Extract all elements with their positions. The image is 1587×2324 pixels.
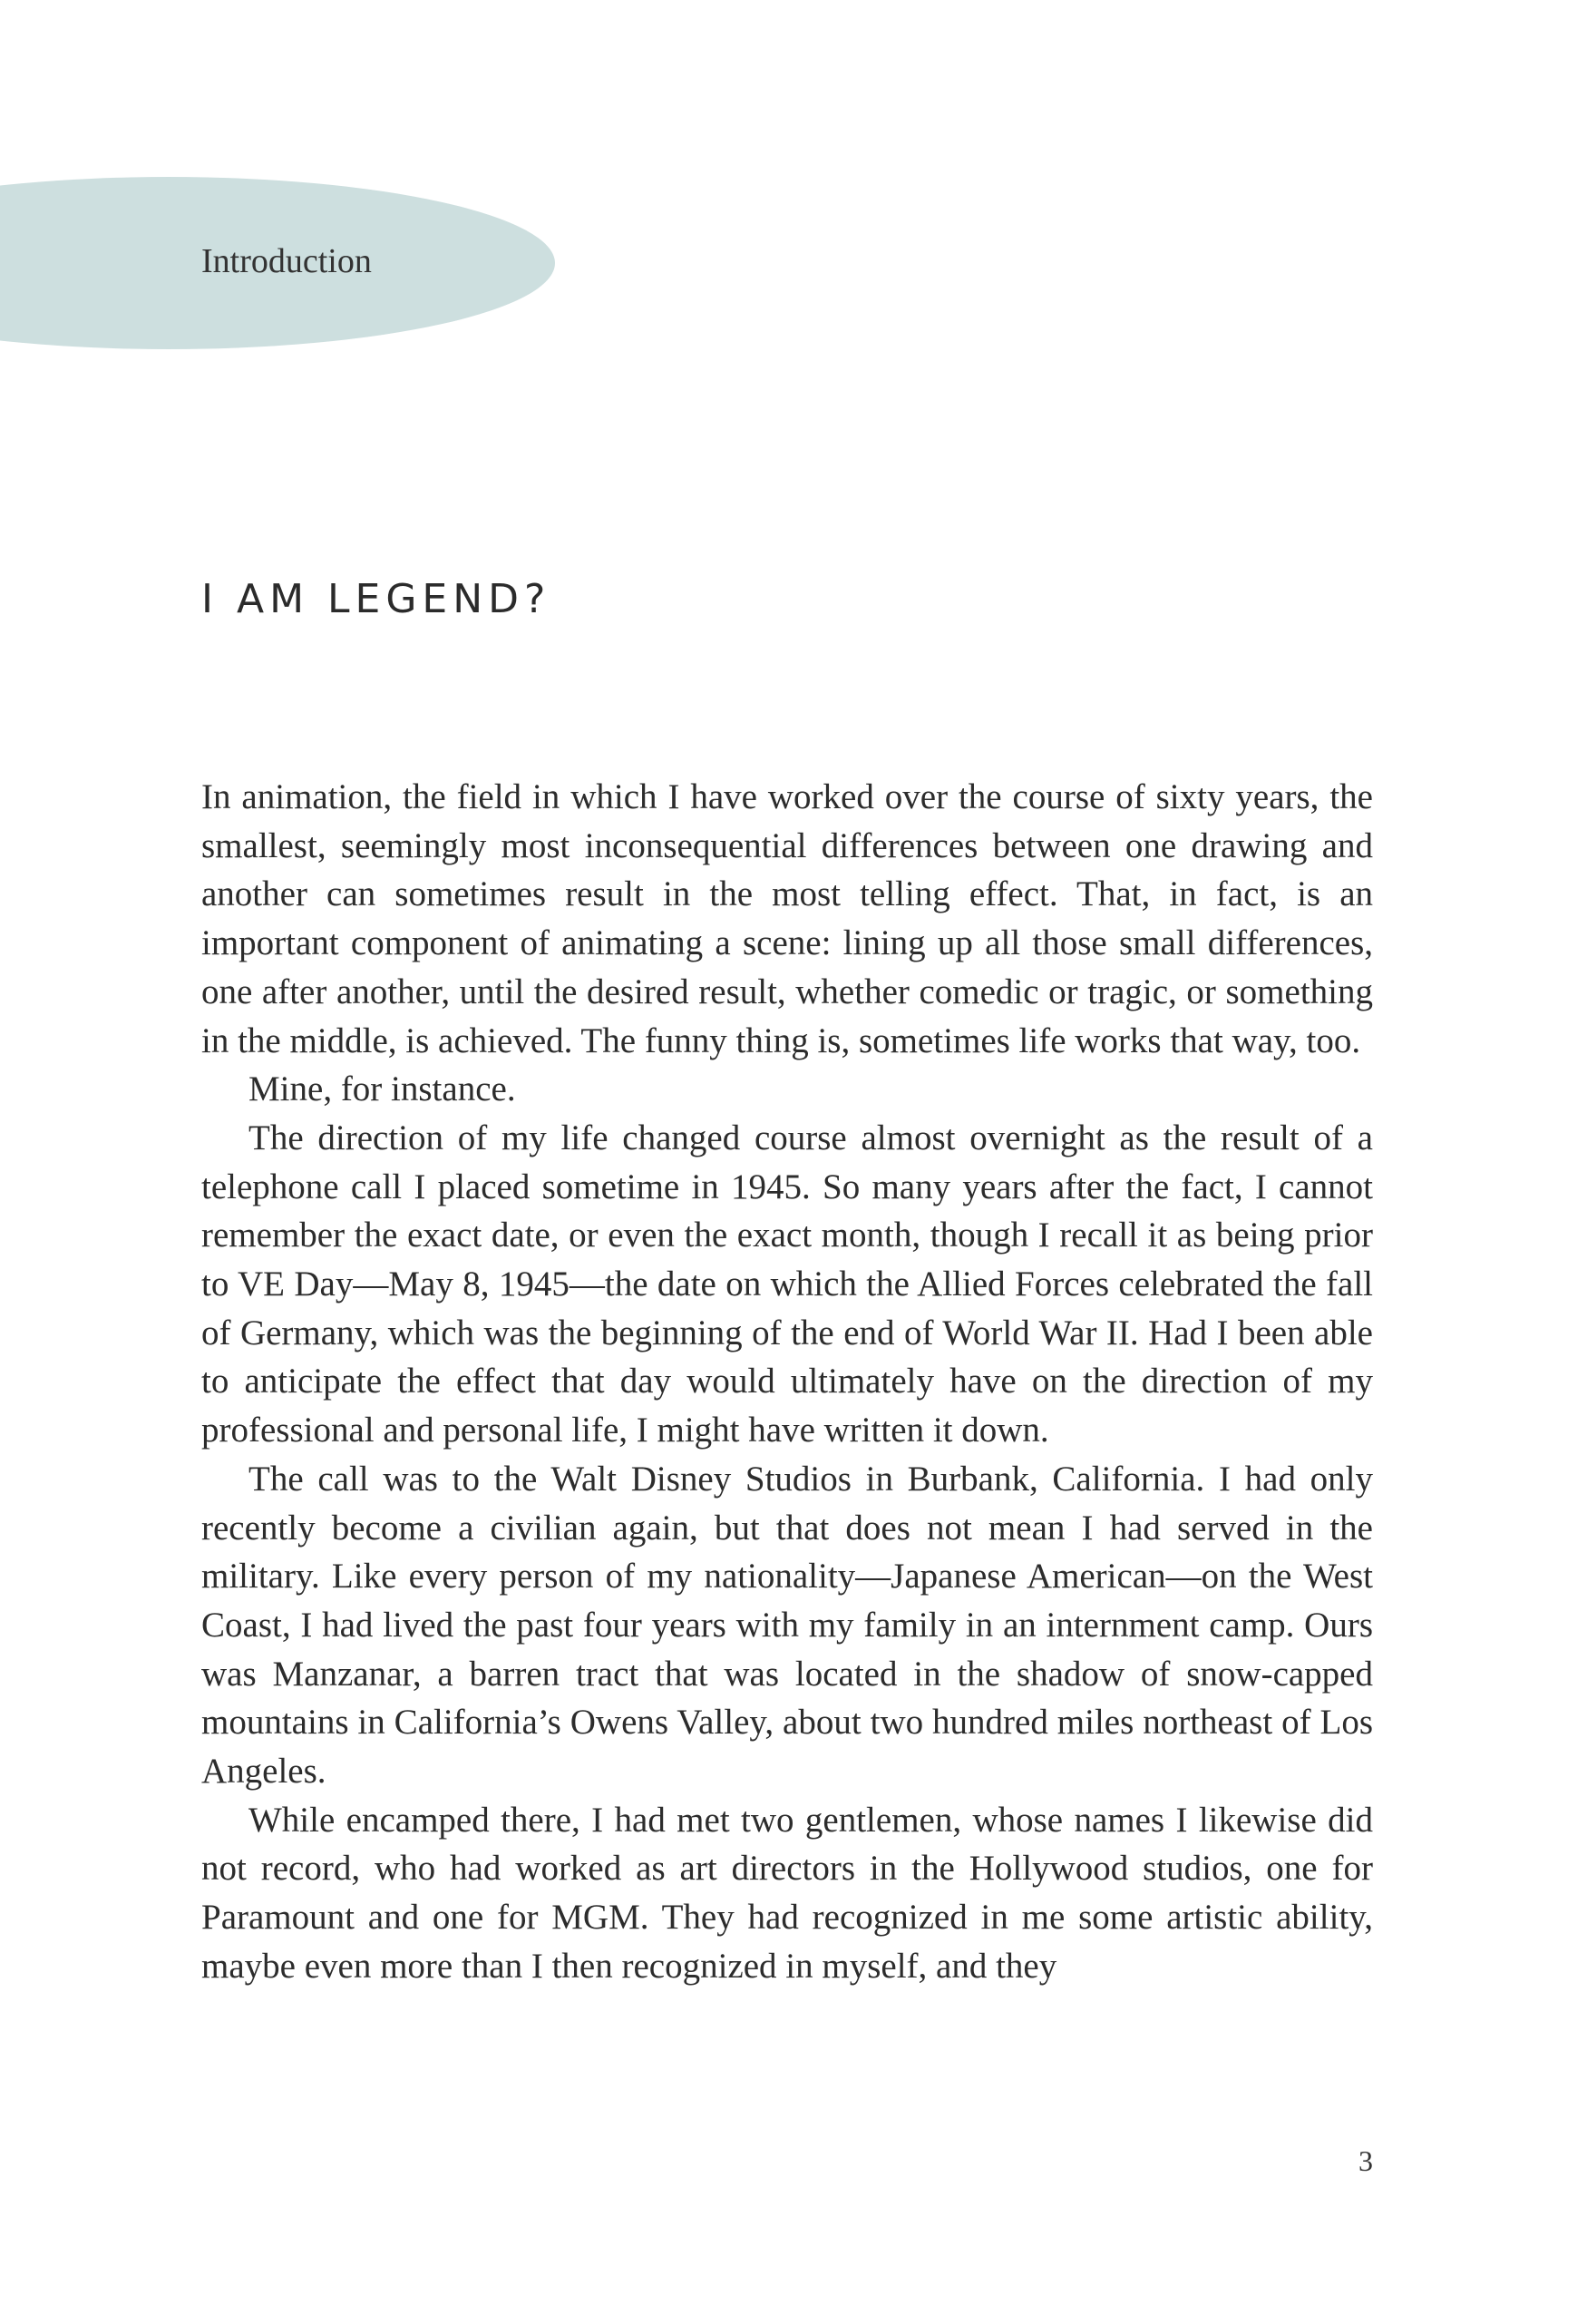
paragraph: While encamped there, I had met two gentlemen, whose names I likewise did not record, who had worked as art directors in the Hollywood studios, one for Paramount and one for MGM. They had recognized in me some artistic ability, maybe even more than I then recognized in myself, and they [201,1800,1373,1986]
body-text [201,773,1373,1991]
chapter-title: I AM LEGEND? [201,576,551,622]
paragraph: The direction of my life changed course almost overnight as the result of a telephone call I placed sometime in 1945. So many years after the fact, I cannot remember the exact date, or even the exact month, though I recall it as being prior to VE Day—May 8, 1945—the date on which the Allied Forces celebrated the fall of Germany, which was the beginning of the end of World War II. Had I been able to anticipate the effect that day would ultimately have on the direction of my professional and personal life, I might have written it down. [201,1118,1373,1450]
paragraph: Mine, for instance. [248,1069,516,1109]
paragraph: The call was to the Walt Disney Studios in Burbank, California. I had only recently become a civilian again, but that does not mean I had served in the military. Like every person of my nationality—Japanese American—on the West Coast, I had lived the past four years with my family in an internment camp. Ours was Manzanar, a barren tract that was located in the shadow of snow-capped mountains in California’s Owens Valley, about two hundred miles northeast of Los Angeles. [201,1459,1373,1792]
page-number: 3 [1358,2144,1373,2177]
section-label: Introduction [201,242,372,280]
paragraph: In animation, the field in which I have worked over the course of sixty years, the smallest, seemingly most inconsequential differences between one drawing and another can sometimes result in the most telling effect. That, in fact, is an important component of animating a scene: lining up all those small differences, one after another, until the desired result, whether comedic or tragic, or something in the middle, is achieved. The funny thing is, sometimes life works that way, too. [201,777,1373,1060]
